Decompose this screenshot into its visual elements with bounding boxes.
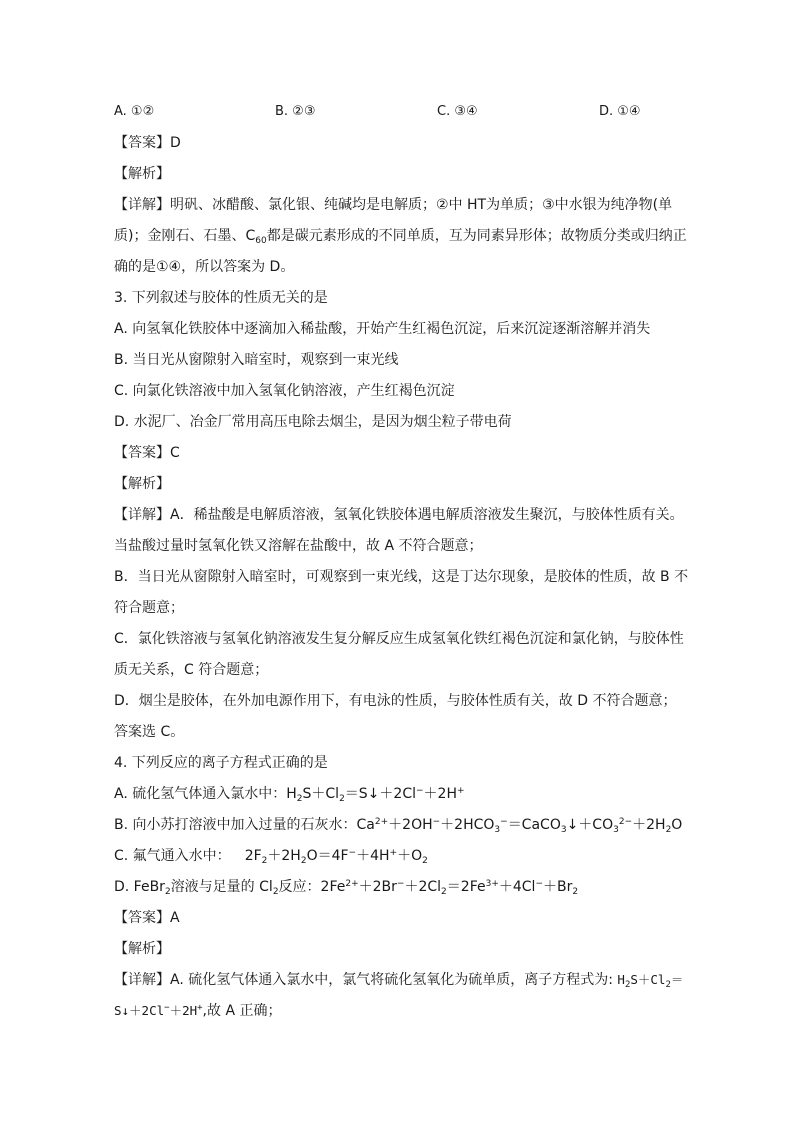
q3-detail-line: 符合题意；	[114, 600, 184, 616]
q4-answer: 【答案】A	[114, 910, 180, 926]
q2-option-a: A. ①②	[114, 104, 155, 119]
q3-answer: 【答案】C	[114, 445, 180, 461]
q4-option-a-label: A. 硫化氢气体通入氯水中：	[114, 786, 287, 802]
q4-option-b	[114, 816, 686, 834]
q3-option-c: C. 向氯化铁溶液中加入氢氧化钠溶液，产生红褐色沉淀	[114, 383, 455, 399]
q2-detail-line: 质)；金刚石、石墨、$C_{60}$都是碳元素形成的不同单质，互为同素异形体；故物质分类或归纳正	[114, 228, 687, 246]
q4-detail-line: S↓＋2Cl−＋2H+,故 A 正确；	[114, 1003, 282, 1019]
q2-answer: 【答案】D	[114, 135, 181, 151]
q4-option-a-equation: $H_2S+Cl_2=S↓+2Cl^-+2H^+$	[286, 786, 465, 804]
q2-detail-line: 【详解】明矾、冰醋酸、氯化银、纯碱均是电解质；②中 HT为单质；③中水银为纯净物(单	[114, 197, 673, 213]
q4-option-b-equation: $Ca^{2+}+2OH^-+2HCO_3^-=CaCO_3↓+CO_3^{2-}+2H_2O$	[356, 817, 683, 835]
q3-detail-line: 质无关系，C 符合题意；	[114, 662, 269, 678]
q3-option-a: A. 向氢氧化铁胶体中逐滴加入稀盐酸，开始产生红褐色沉淀，后来沉淀逐渐溶解并消失	[114, 321, 651, 337]
q2-detail-line: 确的是①④，所以答案为 D。	[114, 259, 295, 275]
q4-option-d-equation: $2Fe^{2+}+2Br^-+2Cl_2=2Fe^{3+}+4Cl^-+Br_2$	[320, 879, 579, 897]
q3-detail-line: D．烟尘是胶体，在外加电源作用下，有电泳的性质，与胶体性质有关，故 D 不符合题意；	[114, 693, 677, 709]
q4-option-a	[114, 785, 686, 803]
q3-stem: 3. 下列叙述与胶体的性质无关的是	[114, 290, 328, 306]
q4-option-c-label: C. 氟气通入水中：	[114, 848, 231, 864]
q3-detail-line: 答案选 C。	[114, 724, 185, 740]
q3-detail-line: 【详解】A．稀盐酸是电解质溶液，氢氧化铁胶体遇电解质溶液发生聚沉，与胶体性质有关。	[114, 507, 684, 523]
q3-option-b: B. 当日光从窗隙射入暗室时，观察到一束光线	[114, 352, 399, 368]
q4-option-b-label: B. 向小苏打溶液中加入过量的石灰水：	[114, 817, 357, 833]
q4-option-c-equation: $2F_2+2H_2O=4F^-+4H^++O_2$	[244, 848, 428, 866]
q2-option-b: B. ②③	[275, 104, 316, 119]
q2-option-d: D. ①④	[599, 104, 641, 119]
q4-analysis-heading: 【解析】	[114, 941, 170, 957]
q3-detail-line: B．当日光从窗隙射入暗室时，可观察到一束光线，这是丁达尔现象，是胶体的性质，故 B 不	[114, 569, 689, 585]
q3-analysis-heading: 【解析】	[114, 476, 170, 492]
q4-stem: 4. 下列反应的离子方程式正确的是	[114, 755, 328, 771]
q4-option-c	[114, 847, 686, 865]
q3-option-d: D. 水泥厂、冶金厂常用高压电除去烟尘，是因为烟尘粒子带电荷	[114, 414, 512, 430]
q2-analysis-heading: 【解析】	[114, 166, 170, 182]
q2-option-c: C. ③④	[437, 104, 478, 119]
q3-detail-line: C．氯化铁溶液与氢氧化钠溶液发生复分解反应生成氢氧化铁红褐色沉淀和氯化钠，与胶体性	[114, 631, 684, 647]
q3-detail-line: 当盐酸过量时氢氧化铁又溶解在盐酸中，故 A 不符合题意；	[114, 538, 483, 554]
q4-detail-line: 【详解】A. 硫化氢气体通入氯水中，氯气将硫化氢氧化为硫单质，离子方程式为: $H_2S+Cl_2=$	[114, 972, 684, 990]
q4-option-d: D. FeBr$_2$溶液与足量的 $Cl_2$反应：$2Fe^{2+}+2Br^-+2Cl_2=2Fe^{3+}+4Cl^-+Br_2$	[114, 879, 579, 897]
